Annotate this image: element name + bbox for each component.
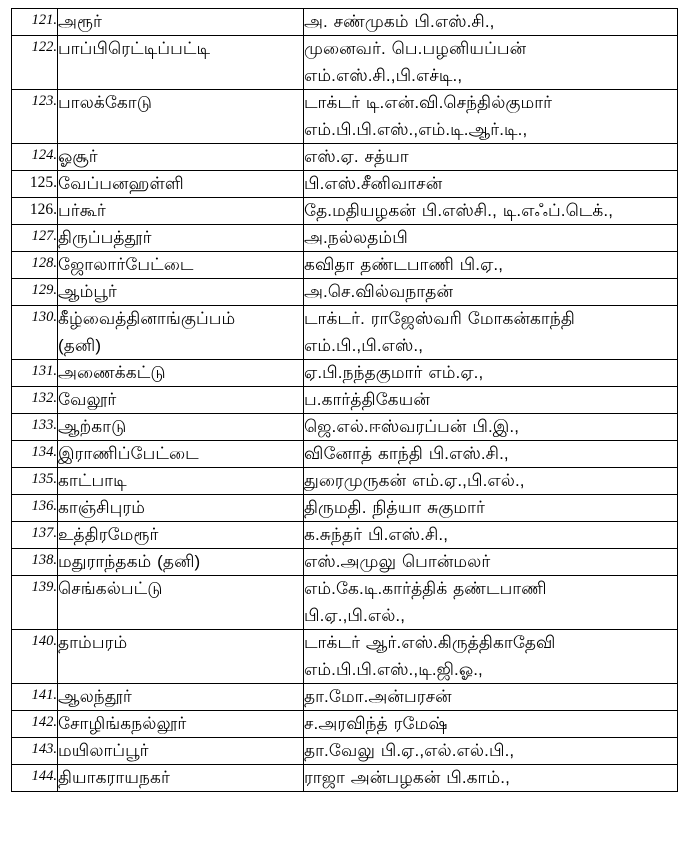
constituency-name-cell bbox=[58, 144, 304, 171]
table-row bbox=[12, 468, 678, 495]
constituency-name-line: காட்பாடி bbox=[58, 471, 127, 490]
table-row bbox=[12, 441, 678, 468]
constituency-name-cell bbox=[58, 468, 304, 495]
constituency-name-line: தியாகராயநகர் bbox=[58, 768, 170, 787]
table-row bbox=[12, 576, 678, 630]
candidate-name-line: எஸ்.ஏ. சத்யா bbox=[304, 147, 409, 166]
constituency-name-line: ஆற்காடு bbox=[58, 417, 127, 436]
row-serial-number: 135. bbox=[12, 468, 58, 495]
constituency-name-cell bbox=[58, 90, 304, 144]
constituency-name-line: (தனி) bbox=[58, 336, 102, 355]
document-page bbox=[0, 8, 692, 848]
candidate-name-cell bbox=[304, 738, 678, 765]
constituency-name-cell bbox=[58, 252, 304, 279]
table-row bbox=[12, 144, 678, 171]
table-row bbox=[12, 225, 678, 252]
candidate-name-line: வினோத் காந்தி பி.எஸ்.சி., bbox=[304, 444, 509, 463]
table-row bbox=[12, 522, 678, 549]
candidate-name-line: திருமதி. நித்யா சுகுமார் bbox=[304, 498, 486, 517]
candidate-name-cell bbox=[304, 90, 678, 144]
candidate-name-cell bbox=[304, 522, 678, 549]
table-row bbox=[12, 738, 678, 765]
candidate-name-cell bbox=[304, 441, 678, 468]
constituency-name-cell bbox=[58, 738, 304, 765]
constituency-name-line: அணைக்கட்டு bbox=[58, 363, 166, 382]
constituency-name-cell bbox=[58, 279, 304, 306]
constituency-name-line: மயிலாப்பூர் bbox=[58, 741, 149, 760]
table-body bbox=[12, 9, 678, 792]
candidate-name-cell bbox=[304, 630, 678, 684]
constituency-name-cell bbox=[58, 522, 304, 549]
table-row bbox=[12, 90, 678, 144]
candidate-name-line: க.சுந்தர் பி.எஸ்.சி., bbox=[304, 525, 449, 544]
candidate-name-cell bbox=[304, 468, 678, 495]
constituency-name-line: திருப்பத்தூர் bbox=[58, 228, 152, 247]
table-row bbox=[12, 36, 678, 90]
constituency-name-cell bbox=[58, 441, 304, 468]
constituency-name-line: ஜோலார்பேட்டை bbox=[58, 255, 194, 274]
constituency-name-line: வேப்பனஹள்ளி bbox=[58, 174, 184, 193]
row-serial-number: 144. bbox=[12, 765, 58, 792]
candidate-name-line: ஜெ.எல்.ஈஸ்வரப்பன் பி.இ., bbox=[304, 417, 520, 436]
row-serial-number: 123. bbox=[12, 90, 58, 144]
table-row bbox=[12, 711, 678, 738]
candidate-name-line: முனைவர். பெ.பழனியப்பன் bbox=[304, 39, 527, 58]
constituency-name-line: காஞ்சிபுரம் bbox=[58, 498, 146, 517]
row-serial-number: 140. bbox=[12, 630, 58, 684]
candidate-name-line: ஏ.பி.நந்தகுமார் எம்.ஏ., bbox=[304, 363, 484, 382]
constituency-name-line: செங்கல்பட்டு bbox=[58, 579, 163, 598]
constituency-name-line: சோழிங்கநல்லூர் bbox=[58, 714, 187, 733]
candidate-name-line: எம்.பி.பி.எஸ்.,எம்.டி.ஆர்.டி., bbox=[304, 120, 528, 139]
row-serial-number: 136. bbox=[12, 495, 58, 522]
constituency-name-cell bbox=[58, 576, 304, 630]
constituency-name-cell bbox=[58, 765, 304, 792]
table-row bbox=[12, 306, 678, 360]
constituency-name-line: இராணிப்பேட்டை bbox=[58, 444, 199, 463]
row-serial-number: 134. bbox=[12, 441, 58, 468]
candidate-name-line: எஸ்.அமுலு பொன்மலர் bbox=[304, 552, 491, 571]
candidate-name-line: கவிதா தண்டபாணி பி.ஏ., bbox=[304, 255, 504, 274]
row-serial-number: 141. bbox=[12, 684, 58, 711]
table-row bbox=[12, 414, 678, 441]
row-serial-number: 122. bbox=[12, 36, 58, 90]
constituency-name-line: தாம்பரம் bbox=[58, 633, 128, 652]
constituency-name-line: ஆம்பூர் bbox=[58, 282, 117, 301]
table-row bbox=[12, 171, 678, 198]
constituency-name-cell bbox=[58, 495, 304, 522]
candidate-name-line: துரைமுருகன் எம்.ஏ.,பி.எல்., bbox=[304, 471, 525, 490]
candidate-name-cell bbox=[304, 414, 678, 441]
candidate-name-cell bbox=[304, 36, 678, 90]
table-row bbox=[12, 684, 678, 711]
candidate-name-line: தே.மதியழகன் பி.எஸ்சி., டி.எஃப்.டெக்., bbox=[304, 201, 614, 220]
constituency-name-cell bbox=[58, 171, 304, 198]
candidate-name-cell bbox=[304, 711, 678, 738]
candidate-name-line: டாக்டர். ராஜேஸ்வரி மோகன்காந்தி bbox=[304, 309, 575, 328]
row-serial-number: 127. bbox=[12, 225, 58, 252]
candidate-name-line: அ.செ.வில்வநாதன் bbox=[304, 282, 454, 301]
table-row bbox=[12, 495, 678, 522]
candidate-name-cell bbox=[304, 171, 678, 198]
constituency-name-line: மதுராந்தகம் (தனி) bbox=[58, 552, 201, 571]
row-serial-number: 124. bbox=[12, 144, 58, 171]
constituency-name-cell bbox=[58, 36, 304, 90]
candidate-name-cell bbox=[304, 576, 678, 630]
candidate-name-cell bbox=[304, 144, 678, 171]
constituency-name-cell bbox=[58, 549, 304, 576]
candidate-name-line: ராஜா அன்பழகன் பி.காம்., bbox=[304, 768, 510, 787]
candidate-name-cell bbox=[304, 9, 678, 36]
row-serial-number: 143. bbox=[12, 738, 58, 765]
row-serial-number: 133. bbox=[12, 414, 58, 441]
candidate-name-cell bbox=[304, 279, 678, 306]
constituency-name-line: உத்திரமேரூர் bbox=[58, 525, 159, 544]
table-row bbox=[12, 9, 678, 36]
candidate-name-line: டாக்டர் டி.என்.வி.செந்தில்குமார் bbox=[304, 93, 553, 112]
candidate-name-line: அ. சண்முகம் பி.எஸ்.சி., bbox=[304, 12, 495, 31]
table-row bbox=[12, 198, 678, 225]
candidate-name-line: அ.நல்லதம்பி bbox=[304, 228, 408, 247]
candidate-name-line: எம்.கே.டி.கார்த்திக் தண்டபாணி bbox=[304, 579, 547, 598]
candidate-name-line: தா.வேலு பி.ஏ.,எல்.எல்.பி., bbox=[304, 741, 515, 760]
candidate-name-cell bbox=[304, 549, 678, 576]
row-serial-number: 139. bbox=[12, 576, 58, 630]
table-row bbox=[12, 630, 678, 684]
table-row bbox=[12, 549, 678, 576]
table-row bbox=[12, 279, 678, 306]
candidate-name-line: எம்.பி.,பி.எஸ்., bbox=[304, 336, 424, 355]
table-row bbox=[12, 360, 678, 387]
candidate-name-line: எம்.எஸ்.சி.,பி.எச்டி., bbox=[304, 66, 463, 85]
candidate-name-cell bbox=[304, 684, 678, 711]
candidate-name-cell bbox=[304, 306, 678, 360]
row-serial-number: 126. bbox=[12, 198, 58, 225]
table-row bbox=[12, 765, 678, 792]
candidate-name-cell bbox=[304, 252, 678, 279]
constituency-name-line: அரூர் bbox=[58, 12, 103, 31]
candidate-name-line: பி.எஸ்.சீனிவாசன் bbox=[304, 174, 443, 193]
row-serial-number: 131. bbox=[12, 360, 58, 387]
constituency-name-cell bbox=[58, 225, 304, 252]
constituency-name-line: வேலூர் bbox=[58, 390, 117, 409]
candidate-name-cell bbox=[304, 495, 678, 522]
constituency-name-line: பர்கூர் bbox=[58, 201, 106, 220]
constituency-name-line: பாலக்கோடு bbox=[58, 93, 153, 112]
constituency-name-cell bbox=[58, 684, 304, 711]
constituency-candidate-table bbox=[11, 8, 678, 792]
row-serial-number: 121. bbox=[12, 9, 58, 36]
row-serial-number: 132. bbox=[12, 387, 58, 414]
candidate-name-line: டாக்டர் ஆர்.எஸ்.கிருத்திகாதேவி bbox=[304, 633, 556, 652]
candidate-name-line: எம்.பி.பி.எஸ்.,டி.ஜி.ஓ., bbox=[304, 660, 483, 679]
constituency-name-cell bbox=[58, 9, 304, 36]
candidate-name-cell bbox=[304, 360, 678, 387]
constituency-name-cell bbox=[58, 414, 304, 441]
candidate-name-line: ப.கார்த்திகேயன் bbox=[304, 390, 430, 409]
row-serial-number: 129. bbox=[12, 279, 58, 306]
candidate-name-cell bbox=[304, 198, 678, 225]
constituency-name-line: ஆலந்தூர் bbox=[58, 687, 132, 706]
constituency-name-cell bbox=[58, 198, 304, 225]
row-serial-number: 125. bbox=[12, 171, 58, 198]
candidate-name-cell bbox=[304, 387, 678, 414]
constituency-name-line: பாப்பிரெட்டிப்பட்டி bbox=[58, 39, 211, 58]
constituency-name-line: ஓசூர் bbox=[58, 147, 98, 166]
candidate-name-cell bbox=[304, 225, 678, 252]
row-serial-number: 128. bbox=[12, 252, 58, 279]
candidate-name-cell bbox=[304, 765, 678, 792]
candidate-name-line: ச.அரவிந்த் ரமேஷ் bbox=[304, 714, 448, 733]
candidate-name-line: பி.ஏ.,பி.எல்., bbox=[304, 606, 406, 625]
row-serial-number: 142. bbox=[12, 711, 58, 738]
constituency-name-cell bbox=[58, 711, 304, 738]
row-serial-number: 138. bbox=[12, 549, 58, 576]
row-serial-number: 130. bbox=[12, 306, 58, 360]
candidate-name-line: தா.மோ.அன்பரசன் bbox=[304, 687, 452, 706]
row-serial-number: 137. bbox=[12, 522, 58, 549]
constituency-name-line: கீழ்வைத்தினாங்குப்பம் bbox=[58, 309, 236, 328]
constituency-name-cell bbox=[58, 630, 304, 684]
table-row bbox=[12, 387, 678, 414]
constituency-name-cell bbox=[58, 387, 304, 414]
table-row bbox=[12, 252, 678, 279]
constituency-name-cell bbox=[58, 360, 304, 387]
constituency-name-cell bbox=[58, 306, 304, 360]
